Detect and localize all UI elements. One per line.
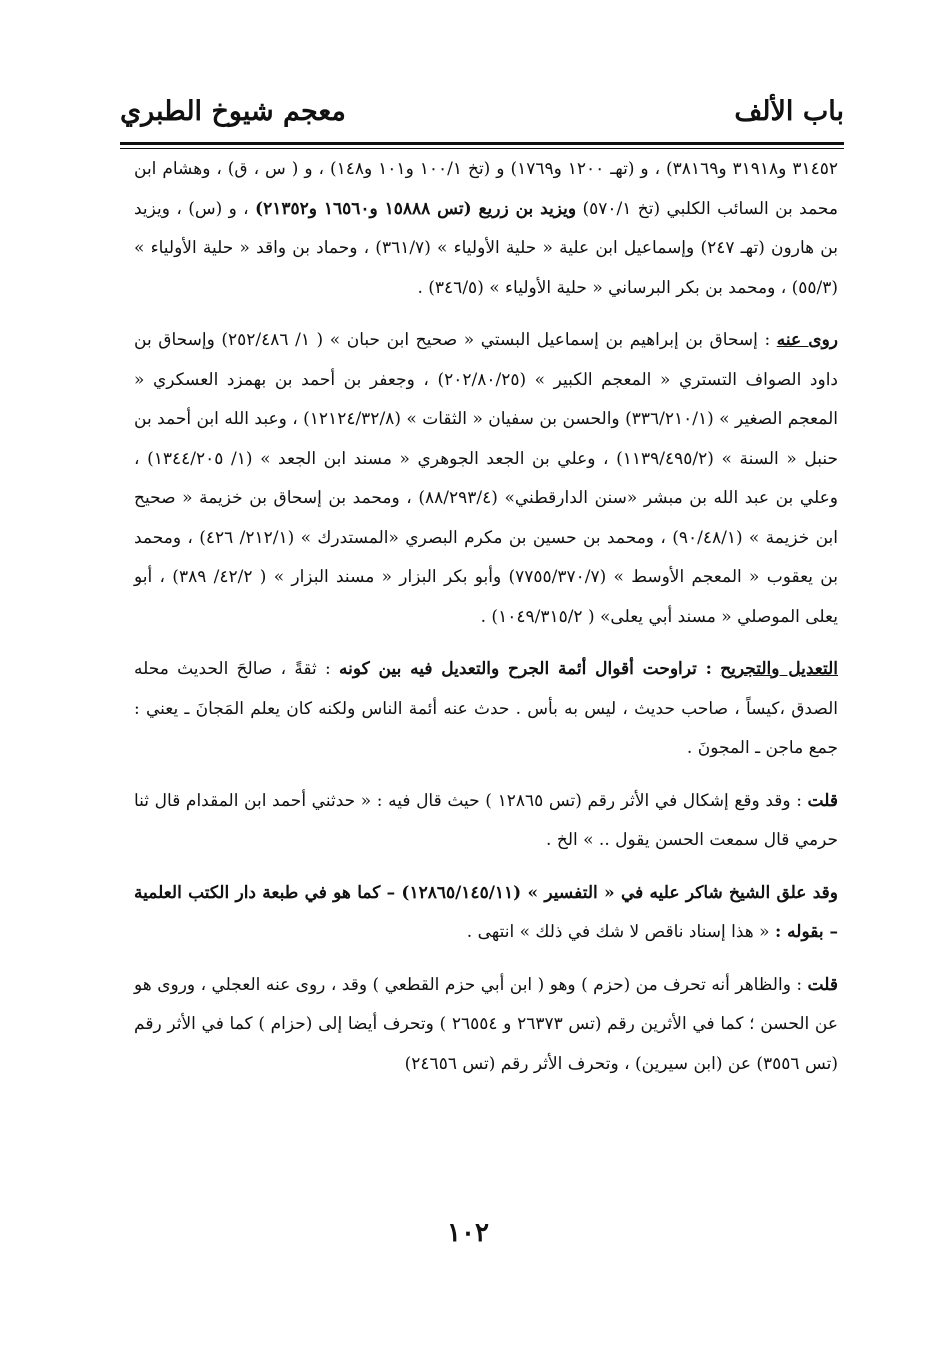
bold-reference: ويزيد بن زريع (تس ١٥٨٨٨ و١٦٥٦٠ و٢١٣٥٢) [255, 198, 577, 219]
header-rule-thick [120, 142, 844, 145]
paragraph-text: : إسحاق بن إبراهيم بن إسماعيل البستي « صحيح ابن حبان » ( ١/ ٢٥٢/٤٨٦) وإسحاق بن داود الصواف التستري « المعجم الكبير » (٢٠٢/٨٠/٢٥) ، وجعفر بن أحمد بن بهمزد العسكري « المعجم الصغير » (٣٣٦/٢١٠/١) والحسن بن سفيان « الثقات » (١٢١٢٤/٣٢/٨) ، وعبد الله ابن أحمد بن حنبل « السنة » (١١٣٩/٤٩٥/٢) ، وعلي بن الجعد الجوهري « مسند ابن الجعد » (١/ ١٣٤٤/٢٠٥) ، وعلي بن عبد الله بن مبشر «سنن الدارقطني» (٨٨/٢٩٣/٤) ، ومحمد بن إسحاق بن خزيمة « صحيح ابن خزيمة » (٩٠/٤٨/١) ، ومحمد بن حسين بن مكرم البصري «المستدرك » (٢١٢/١/ ٤٢٦) ، ومحمد بن يعقوب « المعجم الأوسط » (٧٧٥٥/٣٧٠/٧) وأبو بكر البزار « مسند البزار » ( ٤٢/٢/ ٣٨٩) ، أبو يعلى الموصلي « مسند أبي يعلى» ( ١٠٤٩/٣١٥/٢) . [134, 330, 838, 627]
page-body [134, 150, 838, 1084]
teachers-list-paragraph [134, 150, 838, 308]
header-rule-thin [120, 148, 844, 149]
paragraph-text: : وقد وقع إشكال في الأثر رقم (تس ١٢٨٦٥ ) حيث قال فيه : « حدثني أحمد ابن المقدام قال ثنا حرمي قال سمعت الحسن يقول .. » الخ . [134, 790, 838, 850]
narrators-paragraph [134, 321, 838, 637]
note-paragraph [134, 782, 838, 861]
grading-lead: : تراوحت أقوال أئمة الجرح والتعديل فيه بين كونه [339, 659, 712, 679]
paragraph-text: ٣١٤٥٢ و٣١٩١٨ و٣٨١٦٩) ، و (تهـ ١٢٠٠ و١٧٦٩) و (تخ ١٠٠/١ و١٠١ و١٤٨) ، و ( س ، ق) ، وهشام ابن محمد بن السائب الكلبي (تخ ٥٧٠/١) [134, 159, 838, 219]
paragraph-text: : والظاهر أنه تحرف من (حزم ) وهو ( ابن أبي حزم القطعي ) وقد ، روى عنه العجلي ، وروى هو عن الحسن ؛ كما في الأثرين رقم (تس ٢٦٣٧٣ و ٢٦٥٥٤ ) وتحرف أيضا إلى (حزام ) كما في الأثر رقم (تس ٣٥٥٦) عن (ابن سيرين) ، وتحرف الأثر رقم (تس ٢٤٦٥٦) [134, 974, 838, 1074]
shakir-comment-paragraph [134, 874, 838, 953]
chapter-title: باب الألف [734, 96, 844, 127]
shakir-comment-bold: وقد علق الشيخ شاكر عليه في « التفسير » (١٢٨٦٥/١٤٥/١١) – كما هو في طبعة دار الكتب العلمية – بقوله : [134, 882, 838, 942]
paragraph-text: ، و (س) ، ويزيد بن هارون (تهـ ٢٤٧) وإسماعيل ابن علية « حلية الأولياء » (٣٦١/٧) ، وحماد بن واقد « حلية الأولياء » (٥٥/٣) ، ومحمد بن بكر البرساني « حلية الأولياء » (٣٤٦/٥) . [134, 198, 838, 298]
note-paragraph [134, 966, 838, 1085]
paragraph-text: : ثقةً ، صالحَ الحديث محله الصدق ،كيساً ، صاحب حديث ، ليس به بأس . حدث عنه أئمة الناس ولكنه كان يعلم المَجانَ ـ يعني : جمع ماجن ـ المجونَ . [134, 659, 838, 758]
page-number: ١٠٢ [447, 1218, 489, 1248]
section-label-narrators: روى عنه [776, 330, 838, 350]
note-label: قلت [807, 790, 838, 811]
book-title: معجم شيوخ الطبري [120, 96, 346, 127]
paragraph-text: « هذا إسناد ناقص لا شك في ذلك » انتهى . [466, 922, 770, 942]
running-header [120, 92, 844, 140]
section-label-grading: التعديل والتجريح [720, 659, 839, 679]
note-label: قلت [807, 974, 838, 995]
grading-paragraph [134, 650, 838, 769]
